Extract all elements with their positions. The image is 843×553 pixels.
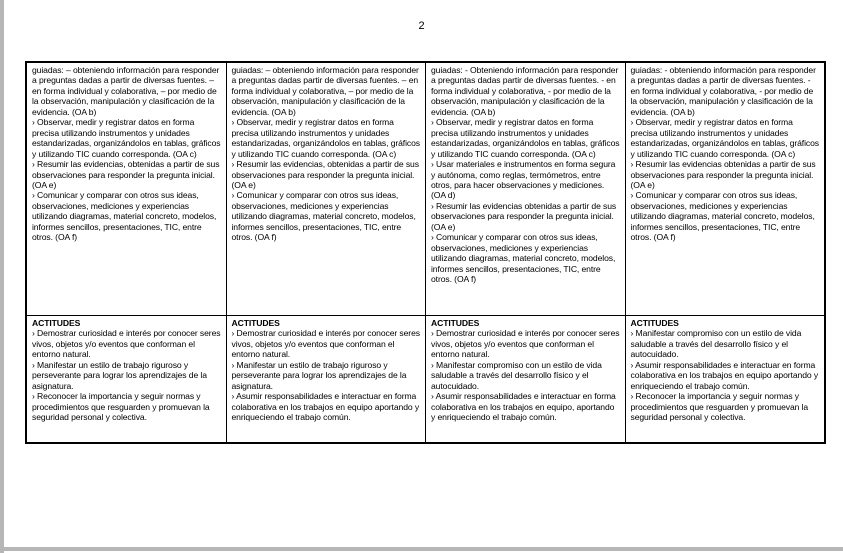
attitudes-header: ACTITUDES bbox=[630, 318, 679, 328]
cell-paragraph: › Manifestar un estilo de trabajo riguroso y perseverante para lograr los aprendizajes de la asignatura. bbox=[32, 359, 207, 391]
objectives-cell-col4 bbox=[626, 63, 825, 315]
table-row-attitudes bbox=[27, 316, 824, 442]
page-number: 2 bbox=[418, 20, 425, 32]
cell-paragraph: › Comunicar y comparar con otros sus ideas, observaciones, mediciones y experiencias utilizando diagramas, material concreto, modelos, informes sencillos, presentaciones, TIC, entre otros. (OA f) bbox=[32, 190, 217, 243]
cell-paragraph: › Asumir responsabilidades e interactuar en forma colaborativa en los trabajos en equipo aportando y enriqueciendo el trabajo común. bbox=[630, 359, 819, 391]
cell-paragraph: › Asumir responsabilidades e interactuar en forma colaborativa en los trabajos en equipo, aportando y enriqueciendo el trabajo común. bbox=[431, 391, 616, 423]
cell-paragraph: › Demostrar curiosidad e interés por conocer seres vivos, objetos y/o eventos que conforman el entorno natural. bbox=[32, 328, 221, 360]
cell-paragraph: › Observar, medir y registrar datos en forma precisa utilizando instrumentos y unidades estandarizadas, organizándolos en tablas, gráficos y utilizando TIC cuando corresponda. (OA c) bbox=[231, 117, 420, 159]
cell-paragraph: › Manifestar un estilo de trabajo riguroso y perseverante para lograr los aprendizajes de la asignatura. bbox=[231, 359, 407, 391]
cell-paragraph: guiadas: - Obteniendo información para responder a preguntas dadas partir de diversas fuentes. - en forma individual y colaborativa, - por medio de la observación, manipulación y clasificación de la evidencia. (OA b) bbox=[431, 65, 619, 117]
cell-paragraph: › Comunicar y comparar con otros sus ideas, observaciones, mediciones y experiencias utilizando diagramas, material concreto, modelos, informes sencillos, presentaciones, TIC, entre otros. (OA f) bbox=[431, 232, 616, 285]
cell-paragraph: › Manifestar compromiso con un estilo de vida saludable a través del desarrollo físico y el autocuidado. bbox=[431, 359, 602, 391]
cell-paragraph: › Observar, medir y registrar datos en forma precisa utilizando instrumentos y unidades estandarizadas, organizándolos en tablas, gráficos y utilizando TIC cuando corresponda. (OA c) bbox=[32, 117, 221, 159]
page-edge-left bbox=[0, 0, 4, 553]
attitudes-header: ACTITUDES bbox=[231, 318, 280, 328]
attitudes-header: ACTITUDES bbox=[431, 318, 480, 328]
objectives-cell-col3 bbox=[426, 63, 626, 315]
cell-paragraph: › Demostrar curiosidad e interés por conocer seres vivos, objetos y/o eventos que conforman el entorno natural. bbox=[231, 328, 420, 360]
cell-paragraph: guiadas: - obteniendo información para responder a preguntas dadas a partir de diversas fuentes. - en forma individual y colaborativa, - por medio de la observación, manipulación y clasificación de la evidencia. (OA b) bbox=[630, 65, 816, 117]
cell-paragraph: › Reconocer la importancia y seguir normas y procedimientos que resguarden y promuevan la seguridad personal y colectiva. bbox=[630, 391, 809, 423]
attitudes-cell-col4 bbox=[626, 316, 825, 442]
cell-paragraph: guiadas: – obteniendo información para responder a preguntas dadas a partir de diversas fuentes. – en forma individual y colaborativa, – por medio de la observación, manipulación y clasificación de la evidencia. (OA b) bbox=[32, 65, 220, 117]
cell-paragraph: › Resumir las evidencias, obtenidas a partir de sus observaciones para responder la pregunta inicial. (OA e) bbox=[32, 159, 220, 190]
attitudes-cell-col1 bbox=[27, 316, 227, 442]
cell-paragraph: › Asumir responsabilidades e interactuar en forma colaborativa en los trabajos en equipo aportando y enriqueciendo el trabajo común. bbox=[231, 391, 420, 423]
cell-paragraph: guiadas: – obteniendo información para responder a preguntas dadas partir de diversas fuentes. – en forma individual y colaborativa, – por medio de la observación, manipulación y clasificación de la evidencia. (OA b) bbox=[231, 65, 419, 117]
attitudes-header: ACTITUDES bbox=[32, 318, 81, 328]
cell-paragraph: › Usar materiales e instrumentos en forma segura y autónoma, como reglas, termómetros, entre otros, para hacer observaciones y mediciones. (OA d) bbox=[431, 159, 616, 201]
cell-paragraph: › Resumir las evidencias obtenidas a partir de sus observaciones para responder la pregunta inicial. (OA e) bbox=[431, 200, 617, 232]
cell-paragraph: › Comunicar y comparar con otros sus ideas, observaciones, mediciones y experiencias utilizando diagramas, material concreto, modelos, informes sencillos, presentaciones, TIC, entre otros. (OA f) bbox=[231, 190, 416, 243]
cell-paragraph: › Resumir las evidencias obtenidas a partir de sus observaciones para responder la pregunta inicial. (OA e) bbox=[630, 159, 816, 190]
cell-paragraph: › Observar, medir y registrar datos en forma precisa utilizando instrumentos y unidades estandarizadas, organizándolos en tablas, gráficos y utilizando TIC cuando corresponda. (OA c) bbox=[431, 117, 620, 159]
page-edge-bottom bbox=[0, 547, 843, 551]
cell-paragraph: › Reconocer la importancia y seguir normas y procedimientos que resguarden y promuevan la seguridad personal y colectiva. bbox=[32, 391, 210, 423]
curriculum-table bbox=[25, 61, 826, 444]
table-row-objectives bbox=[27, 63, 824, 316]
attitudes-cell-col3 bbox=[426, 316, 626, 442]
cell-paragraph: › Observar, medir y registrar datos en forma precisa utilizando instrumentos y unidades estandarizadas, organizándolos en tablas, gráficos y utilizando TIC cuando corresponda. (OA c) bbox=[630, 117, 819, 159]
objectives-cell-col1 bbox=[27, 63, 227, 315]
attitudes-cell-col2 bbox=[227, 316, 427, 442]
cell-paragraph: › Demostrar curiosidad e interés por conocer seres vivos, objetos y/o eventos que conforman el entorno natural. bbox=[431, 328, 620, 360]
cell-paragraph: › Resumir las evidencias, obtenidas a partir de sus observaciones para responder la pregunta inicial. (OA e) bbox=[231, 159, 419, 190]
objectives-cell-col2 bbox=[227, 63, 427, 315]
cell-paragraph: › Comunicar y comparar con otros sus ideas, observaciones, mediciones y experiencias utilizando diagramas, material concreto, modelos, informes sencillos, presentaciones, TIC, entre otros. (OA f) bbox=[630, 190, 815, 243]
cell-paragraph: › Manifestar compromiso con un estilo de vida saludable a través del desarrollo físico y el autocuidado. bbox=[630, 328, 802, 360]
